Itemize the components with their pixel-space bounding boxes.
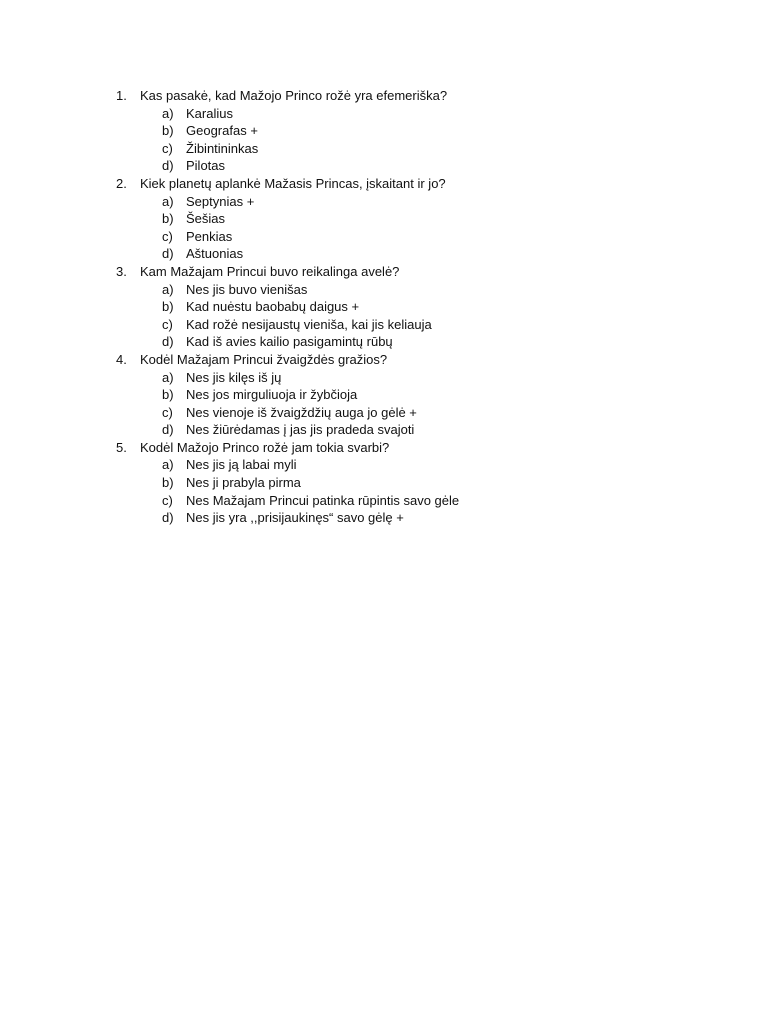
option-letter: b): [162, 475, 174, 491]
question-number: 4.: [116, 351, 127, 367]
option-item: [0, 228, 768, 246]
question-text: Kodėl Mažojo Princo rožė jam tokia svarbi?: [140, 439, 390, 455]
question-text: Kiek planetų aplankė Mažasis Princas, įskaitant ir jo?: [140, 175, 446, 191]
option-text: Septynias +: [186, 193, 255, 209]
option-letter: c): [162, 228, 173, 244]
option-item: [0, 281, 768, 299]
option-item: [0, 193, 768, 211]
question-line: [0, 87, 768, 105]
option-item: [0, 474, 768, 492]
option-text: Nes vienoje iš žvaigždžių auga jo gėlė +: [186, 404, 417, 420]
question-number: 1.: [116, 88, 127, 103]
question-text: Kam Mažajam Princui buvo reikalinga avelė?: [140, 263, 400, 279]
option-letter: a): [162, 457, 174, 473]
option-letter: b): [162, 299, 174, 315]
option-text: Nes jos mirguliuoja ir žybčioja: [186, 387, 358, 403]
option-item: [0, 386, 768, 404]
option-item: [0, 456, 768, 474]
question-number: 5.: [116, 439, 127, 455]
question-line: [0, 175, 768, 193]
question-item: [0, 263, 768, 351]
option-item: [0, 105, 768, 123]
option-letter: b): [162, 211, 174, 227]
option-text: Nes ji prabyla pirma: [186, 475, 301, 491]
option-list: [0, 456, 768, 526]
option-text: Geografas +: [186, 123, 258, 139]
option-letter: c): [162, 404, 173, 420]
option-letter: c): [162, 140, 173, 156]
option-letter: d): [162, 246, 174, 262]
option-letter: a): [162, 281, 174, 297]
option-letter: b): [162, 123, 174, 139]
option-text: Žibintininkas: [186, 140, 259, 156]
option-item: [0, 298, 768, 316]
option-text: Karalius: [186, 105, 233, 121]
option-text: Nes jis buvo vienišas: [186, 281, 308, 297]
option-letter: b): [162, 387, 174, 403]
option-list: [0, 105, 768, 175]
question-number: 2.: [116, 175, 127, 191]
option-letter: c): [162, 316, 173, 332]
option-letter: a): [162, 105, 174, 121]
option-text: Nes jis yra ,,prisijaukinęs“ savo gėlę +: [186, 510, 404, 526]
option-text: Aštuonias: [186, 246, 244, 262]
option-list: [0, 193, 768, 263]
option-text: Kad iš avies kailio pasigamintų rūbų: [186, 334, 393, 350]
option-letter: d): [162, 510, 174, 526]
question-item: [0, 351, 768, 439]
option-letter: a): [162, 193, 174, 209]
option-letter: d): [162, 158, 174, 174]
option-item: [0, 492, 768, 510]
option-letter: a): [162, 369, 174, 385]
option-letter: d): [162, 334, 174, 350]
question-item: [0, 87, 768, 175]
option-text: Nes Mažajam Princui patinka rūpintis savo gėle: [186, 492, 460, 508]
option-item: [0, 369, 768, 387]
question-line: [0, 263, 768, 281]
option-item: [0, 157, 768, 175]
question-text: Kodėl Mažajam Princui žvaigždės gražios?: [140, 351, 388, 367]
option-text: Šešias: [186, 211, 226, 227]
question-number: 3.: [116, 263, 127, 279]
option-item: [0, 245, 768, 263]
option-text: Nes jis ją labai myli: [186, 457, 297, 473]
question-list: [0, 87, 768, 527]
option-item: [0, 210, 768, 228]
option-list: [0, 369, 768, 439]
option-item: [0, 122, 768, 140]
option-item: [0, 509, 768, 527]
question-line: [0, 351, 768, 369]
option-item: [0, 404, 768, 422]
option-item: [0, 333, 768, 351]
option-letter: d): [162, 422, 174, 438]
option-item: [0, 316, 768, 334]
option-letter: c): [162, 492, 173, 508]
question-item: [0, 175, 768, 263]
option-list: [0, 281, 768, 351]
question-line: [0, 439, 768, 457]
option-text: Nes jis kilęs iš jų: [186, 369, 282, 385]
option-text: Pilotas: [186, 158, 226, 174]
option-text: Nes žiūrėdamas į jas jis pradeda svajoti: [186, 422, 415, 438]
question-item: [0, 439, 768, 527]
question-text: Kas pasakė, kad Mažojo Princo rožė yra efemeriška?: [140, 88, 448, 103]
option-text: Penkias: [186, 228, 233, 244]
option-text: Kad nuėstu baobabų daigus +: [186, 299, 360, 315]
option-item: [0, 421, 768, 439]
option-item: [0, 140, 768, 158]
option-text: Kad rožė nesijaustų vieniša, kai jis keliauja: [186, 316, 432, 332]
